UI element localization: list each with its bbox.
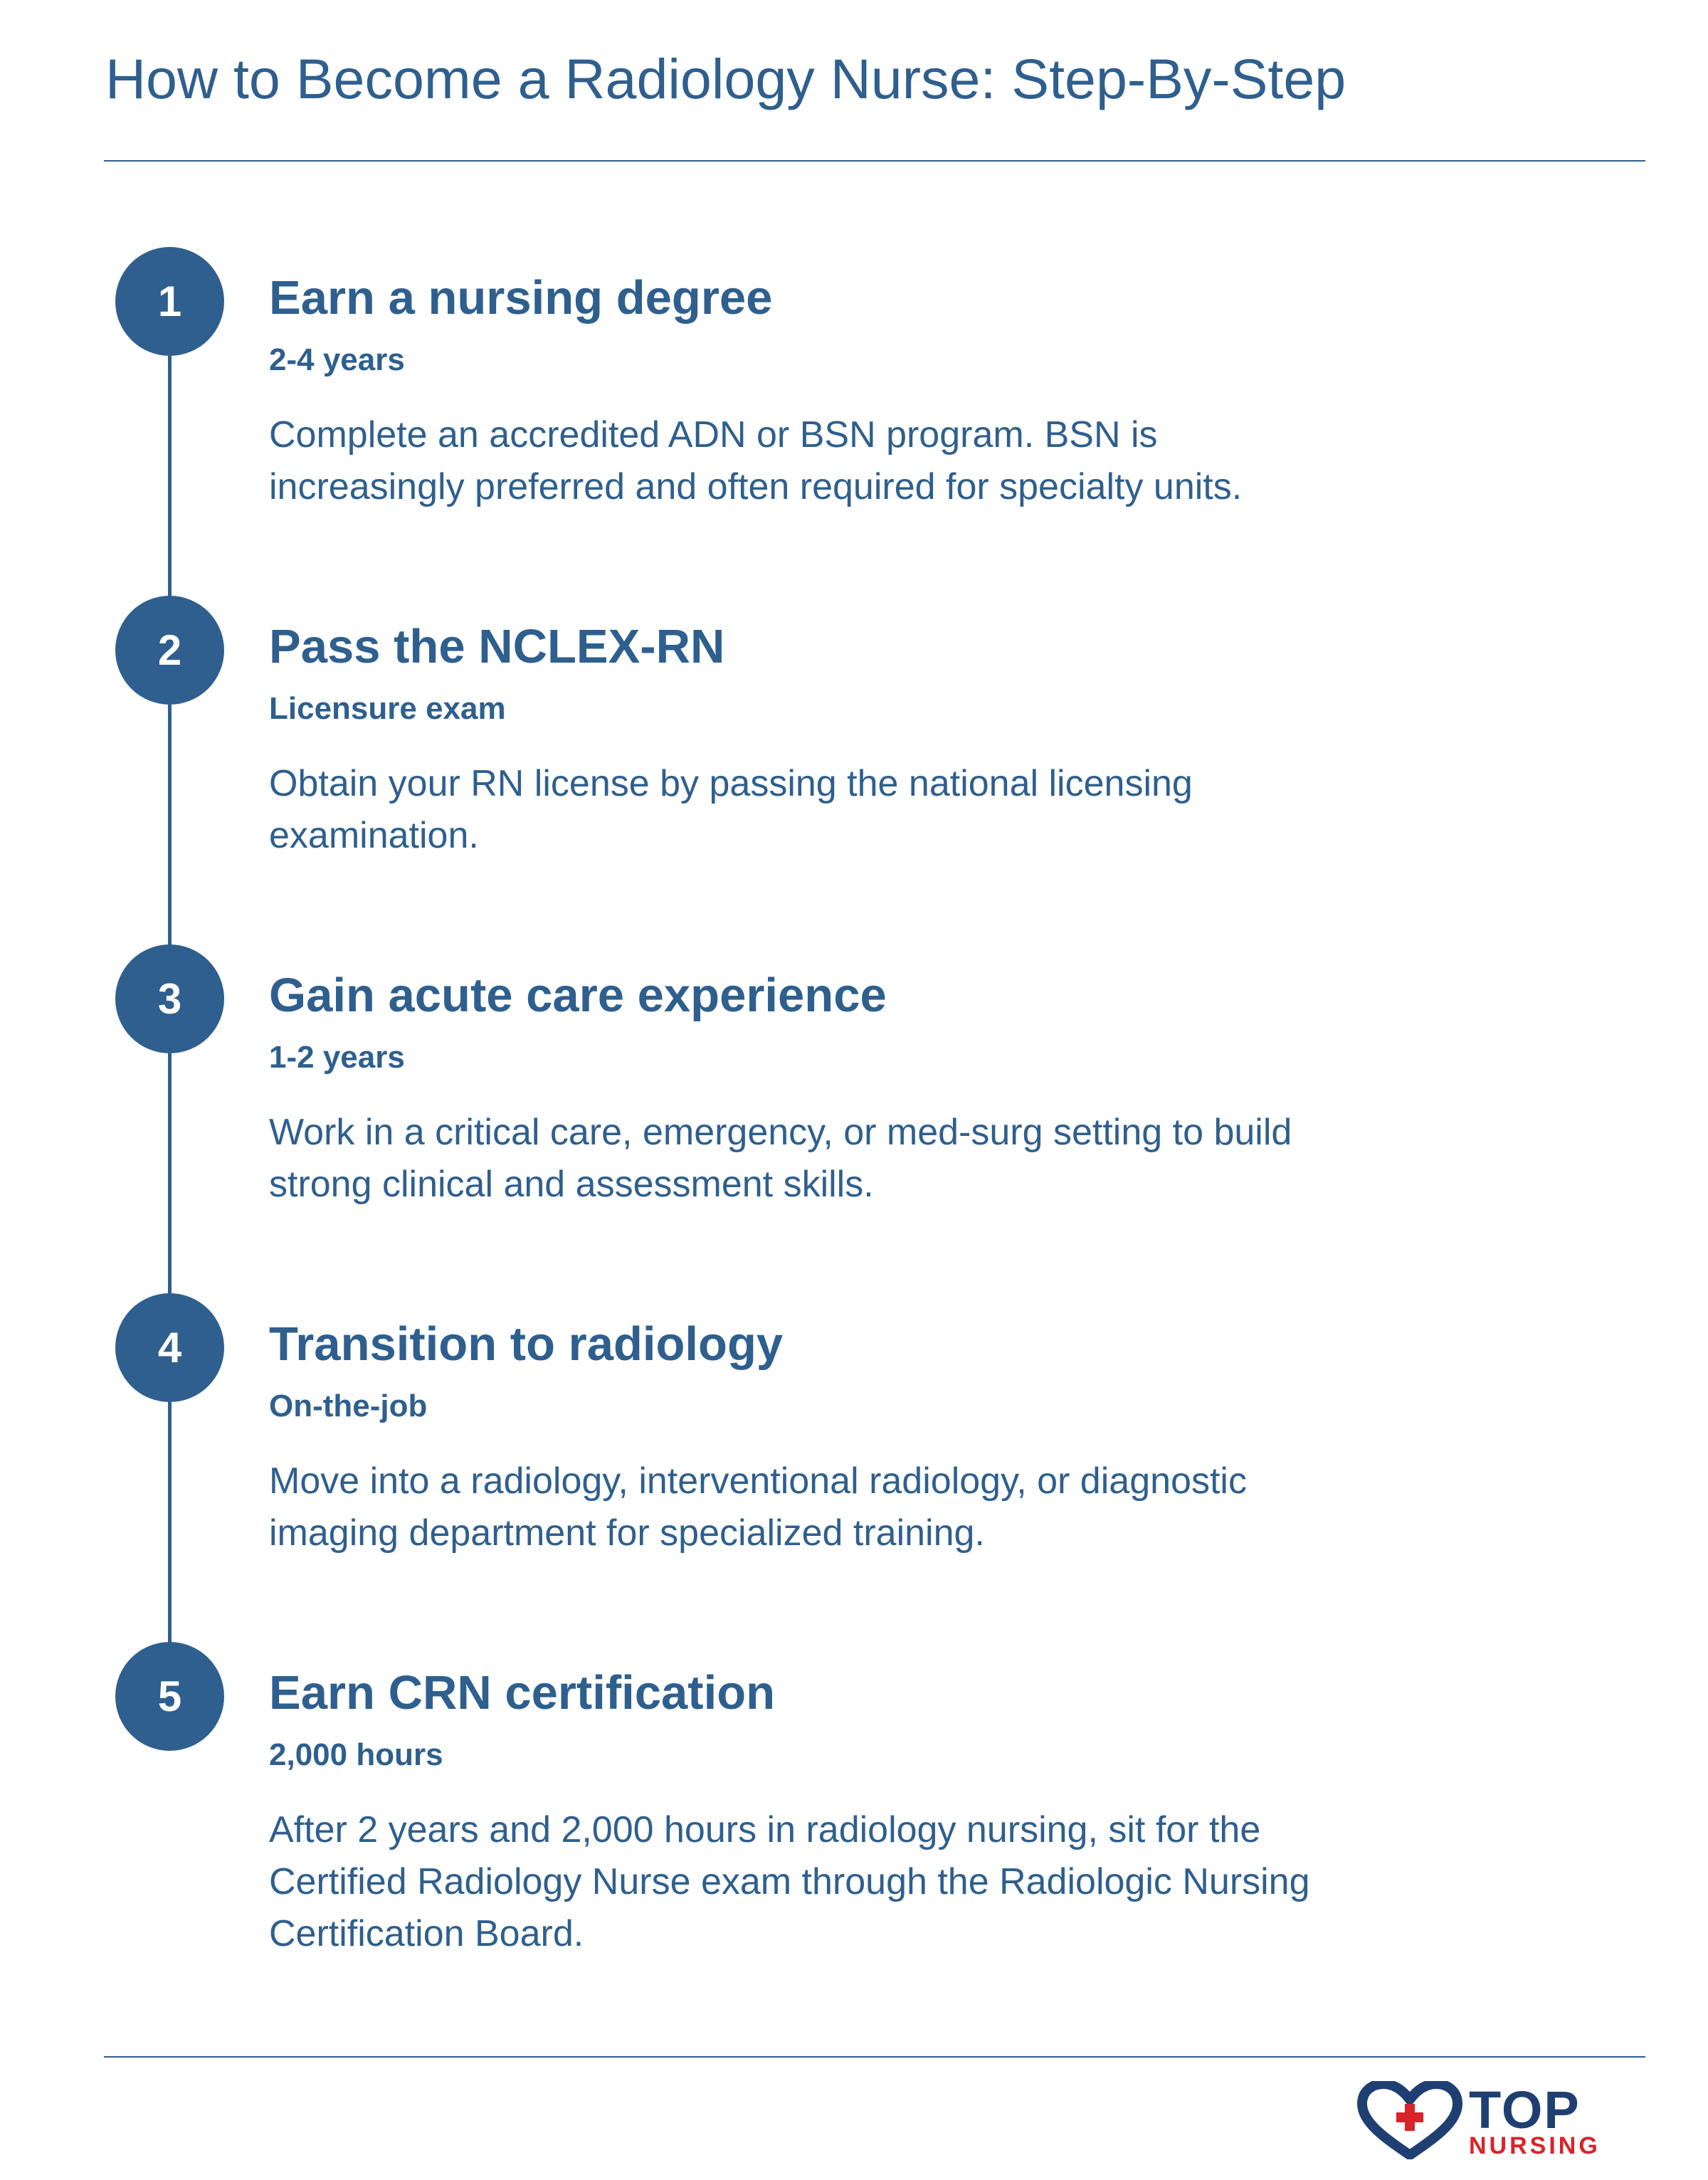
timeline-connector <box>168 705 172 947</box>
logo-text-nursing: NURSING <box>1469 2132 1601 2159</box>
step-title: Earn CRN certification <box>269 1666 776 1720</box>
step-title: Pass the NCLEX-RN <box>269 620 725 673</box>
logo-text-top: TOP <box>1469 2080 1581 2139</box>
step-duration: On-the-job <box>269 1389 428 1423</box>
timeline-connector <box>168 1402 172 1644</box>
step-duration: 2,000 hours <box>269 1737 443 1772</box>
step-number-badge: 5 <box>115 1642 224 1751</box>
step-duration: 1-2 years <box>269 1040 405 1075</box>
step-description: After 2 years and 2,000 hours in radiology nursing, sit for the Certified Radiology Nurse exam through the Radiologic Nursing Certification Board. <box>269 1809 1310 1954</box>
step-duration: 2-4 years <box>269 342 405 377</box>
step-description: Move into a radiology, interventional radiology, or diagnostic imaging department for specialized training. <box>269 1460 1247 1554</box>
timeline-connector <box>168 1053 172 1295</box>
step-number-badge: 2 <box>115 596 224 705</box>
step-title: Transition to radiology <box>269 1317 784 1371</box>
step-number-badge: 4 <box>115 1293 224 1402</box>
step-number-badge: 1 <box>115 247 224 356</box>
heart-cross-icon <box>1356 2081 1463 2159</box>
step-duration: Licensure exam <box>269 691 506 726</box>
footer-divider <box>104 2056 1645 2058</box>
step-description: Complete an accredited ADN or BSN program. BSN is increasingly preferred and often required for specialty units. <box>269 414 1243 507</box>
timeline-connector <box>168 356 172 598</box>
step-description: Work in a critical care, emergency, or med-surg setting to build strong clinical and assessment skills. <box>269 1112 1292 1205</box>
step-title: Gain acute care experience <box>269 969 887 1022</box>
page-title: How to Become a Radiology Nurse: Step-By-Step <box>105 47 1346 110</box>
top-nursing-logo <box>1356 2081 1648 2159</box>
step-title: Earn a nursing degree <box>269 271 773 325</box>
step-number-badge: 3 <box>115 944 224 1053</box>
step-description: Obtain your RN license by passing the national licensing examination. <box>269 763 1193 856</box>
